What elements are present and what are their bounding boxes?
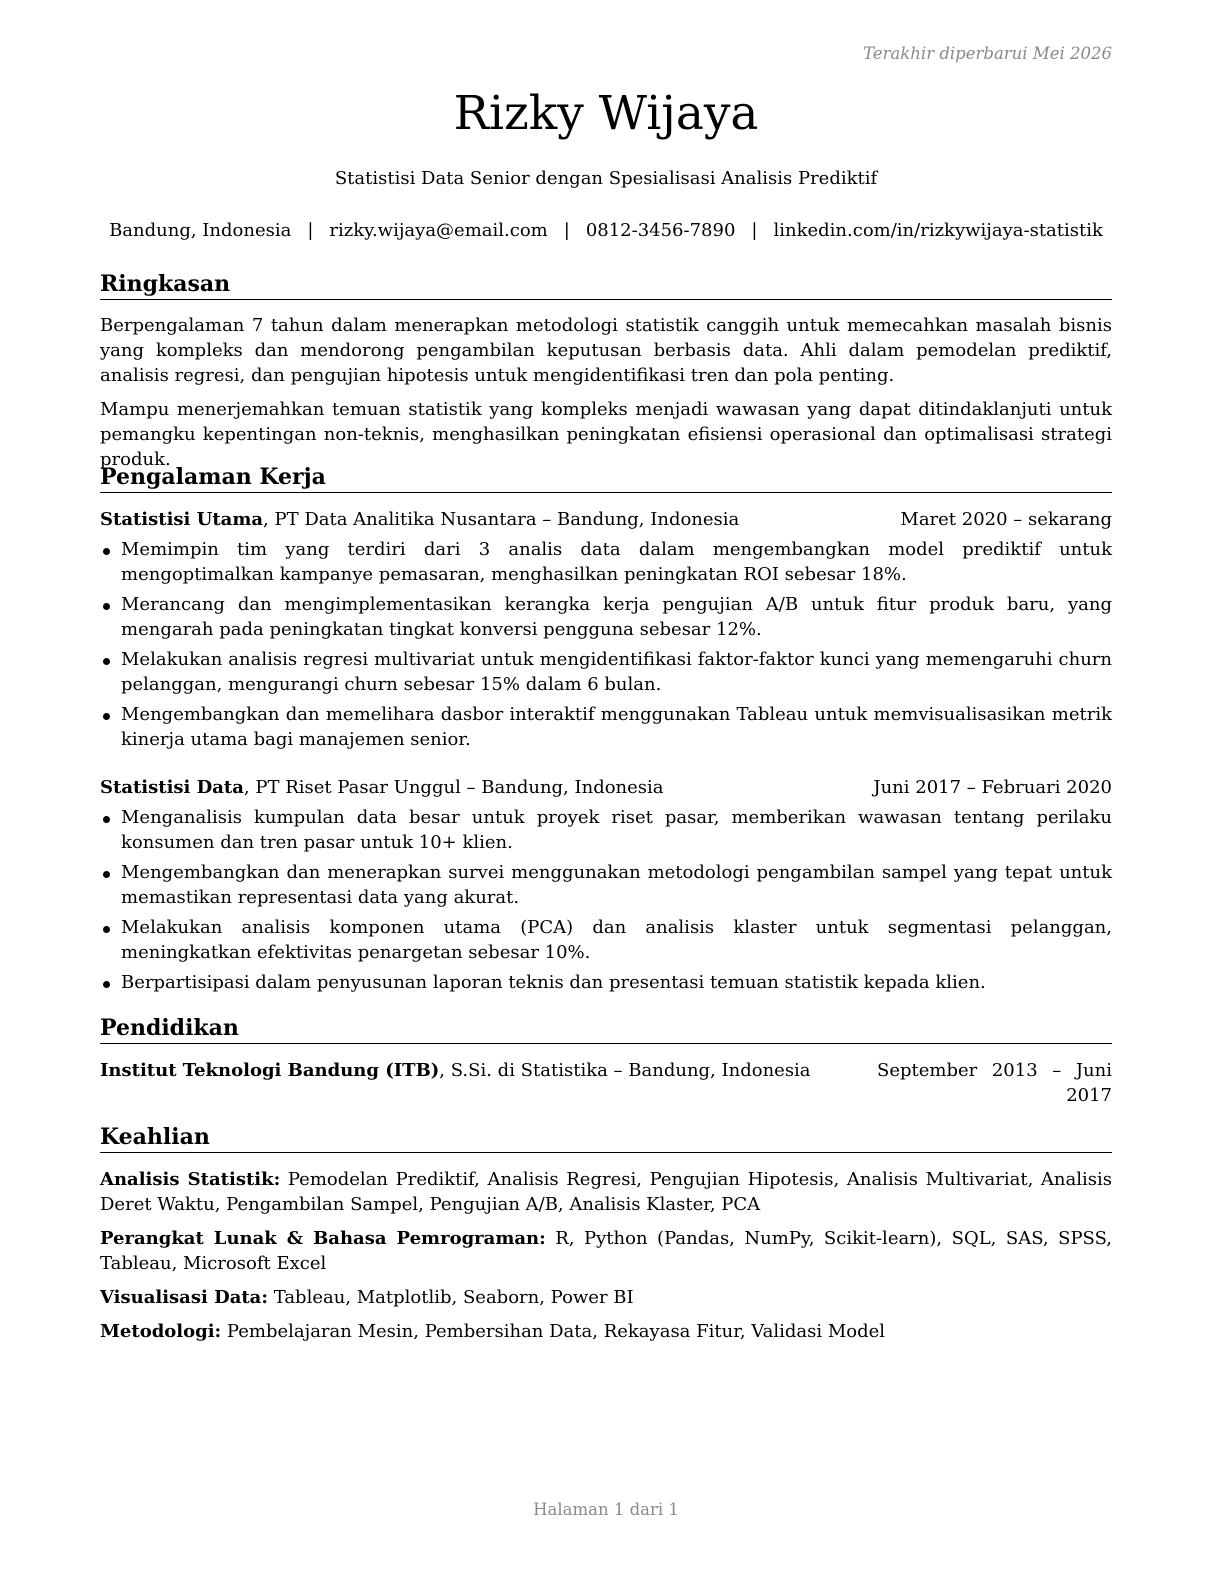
contact-phone: 0812-3456-7890	[585, 220, 736, 241]
bullet-icon	[103, 926, 110, 933]
bullet-icon	[103, 981, 110, 988]
summary-paragraph: Berpengalaman 7 tahun dalam menerapkan metodologi statistik canggih untuk memecahkan masalah bisnis yang kompleks dan mendorong pengambilan keputusan berbasis data. Ahli dalam pemodelan prediktif, analisis regresi, dan pengujian hipotesis untuk mengidentifikasi tren dan pola penting.	[100, 315, 1112, 386]
job-bullet	[100, 647, 1112, 697]
candidate-tagline: Statistisi Data Senior dengan Spesialisasi Analisis Prediktif	[334, 168, 878, 189]
job-bullet-text: Melakukan analisis regresi multivariat untuk mengidentifikasi faktor-faktor kunci yang memengaruhi churn pelanggan, mengurangi churn sebesar 15% dalam 6 bulan.	[121, 649, 1112, 695]
bullet-icon	[103, 603, 110, 610]
skill-group-items: R, Python (Pandas, NumPy, Scikit-learn), SQL, SAS, SPSS, Tableau, Microsoft Excel	[100, 1228, 1112, 1274]
job-bullet	[100, 970, 1112, 995]
job-dates: Maret 2020 – sekarang	[900, 509, 1112, 530]
job-bullets	[100, 805, 1112, 995]
job-role: Statistisi Utama	[100, 509, 264, 530]
skill-group-label: Metodologi:	[100, 1321, 222, 1342]
job-bullet	[100, 702, 1112, 752]
job-company: , PT Data Analitika Nusantara – Bandung, Indonesia	[263, 509, 740, 530]
job-bullet-text: Memimpin tim yang terdiri dari 3 analis data dalam mengembangkan model prediktif untuk mengoptimalkan kampanye pemasaran, menghasilkan peningkatan ROI sebesar 18%.	[121, 539, 1112, 585]
skill-group-items: Tableau, Matplotlib, Seaborn, Power BI	[267, 1287, 634, 1308]
skill-group-label: Perangkat Lunak & Bahasa Pemrograman:	[100, 1228, 546, 1249]
contact-separator: |	[307, 220, 314, 241]
job-bullet-text: Menganalisis kumpulan data besar untuk proyek riset pasar, memberikan wawasan tentang perilaku konsumen dan tren pasar untuk 10+ klien.	[121, 807, 1112, 853]
job-role: Statistisi Data	[100, 777, 244, 798]
job-bullets	[100, 537, 1112, 752]
skill-group-items: Pemodelan Prediktif, Analisis Regresi, Pengujian Hipotesis, Analisis Multivariat, Analisis Deret Waktu, Pengambilan Sampel, Pengujian A/B, Analisis Klaster, PCA	[100, 1169, 1113, 1215]
education-entry	[100, 1058, 1112, 1108]
job-bullet	[100, 537, 1112, 587]
section-title-summary: Ringkasan	[100, 270, 1112, 300]
job-bullet-text: Berpartisipasi dalam penyusunan laporan teknis dan presentasi temuan statistik kepada klien.	[121, 972, 986, 993]
job-bullet	[100, 860, 1112, 910]
job-company: , PT Riset Pasar Unggul – Bandung, Indonesia	[243, 777, 664, 798]
skill-group	[100, 1226, 1112, 1276]
job-bullet	[100, 592, 1112, 642]
bullet-icon	[103, 816, 110, 823]
skill-group-label: Analisis Statistik:	[100, 1169, 281, 1190]
contact-linkedin-link[interactable]: linkedin.com/in/rizkywijaya-statistik	[773, 220, 1103, 241]
job-entry	[100, 775, 1112, 995]
bullet-icon	[103, 658, 110, 665]
job-header	[100, 507, 1112, 532]
summary-paragraph: Mampu menerjemahkan temuan statistik yang kompleks menjadi wawasan yang dapat ditindaklanjuti untuk pemangku kepentingan non-teknis, menghasilkan peningkatan efisiensi operasional dan optimalisasi strategi produk.	[100, 399, 1112, 470]
contact-email-link[interactable]: rizky.wijaya@email.com	[329, 220, 548, 241]
contact-separator: |	[563, 220, 570, 241]
skill-group-items: Pembelajaran Mesin, Pembersihan Data, Rekayasa Fitur, Validasi Model	[221, 1321, 886, 1342]
experience-section	[100, 463, 1112, 995]
bullet-icon	[103, 548, 110, 555]
skill-group	[100, 1167, 1112, 1217]
job-dates: Juni 2017 – Februari 2020	[873, 777, 1112, 798]
job-bullet	[100, 915, 1112, 965]
education-section	[100, 1014, 1112, 1108]
skill-group-label: Visualisasi Data:	[100, 1287, 268, 1308]
job-bullet-text: Melakukan analisis komponen utama (PCA) dan analisis klaster untuk segmentasi pelanggan, meningkatkan efektivitas penargetan sebesar 10%.	[121, 917, 1112, 963]
education-degree: , S.Si. di Statistika – Bandung, Indonesia	[439, 1060, 811, 1081]
contact-location: Bandung, Indonesia	[109, 220, 292, 241]
resume-page	[100, 0, 1112, 1584]
job-bullet-text: Mengembangkan dan menerapkan survei menggunakan metodologi pengambilan sampel yang tepat untuk memastikan representasi data yang akurat.	[121, 862, 1112, 908]
education-institution: Institut Teknologi Bandung (ITB)	[100, 1060, 440, 1081]
last-updated-note: Terakhir diperbarui Mei 2026	[863, 44, 1112, 63]
summary-section	[100, 270, 1112, 472]
job-bullet-text: Merancang dan mengimplementasikan kerangka kerja pengujian A/B untuk fitur produk baru, yang mengarah pada peningkatan tingkat konversi pengguna sebesar 12%.	[121, 594, 1112, 640]
job-bullet-text: Mengembangkan dan memelihara dasbor interaktif menggunakan Tableau untuk memvisualisasikan metrik kinerja utama bagi manajemen senior.	[121, 704, 1112, 750]
page-number-footer: Halaman 1 dari 1	[533, 1500, 679, 1519]
job-bullet	[100, 805, 1112, 855]
section-title-skills: Keahlian	[100, 1123, 1112, 1153]
job-title-company	[100, 775, 664, 800]
candidate-name: Rizky Wijaya	[453, 86, 759, 141]
skill-group	[100, 1285, 1112, 1310]
section-title-education: Pendidikan	[100, 1014, 1112, 1044]
job-title-company	[100, 507, 739, 532]
section-title-experience: Pengalaman Kerja	[100, 463, 1112, 493]
job-entry	[100, 507, 1112, 752]
education-dates: September 2013 – Juni 2017	[877, 1060, 1112, 1106]
skill-group	[100, 1319, 1112, 1344]
contact-separator: |	[751, 220, 758, 241]
skills-section	[100, 1123, 1112, 1344]
education-institution-degree	[100, 1058, 811, 1108]
bullet-icon	[103, 713, 110, 720]
job-header	[100, 775, 1112, 800]
contact-line	[100, 218, 1112, 244]
bullet-icon	[103, 871, 110, 878]
